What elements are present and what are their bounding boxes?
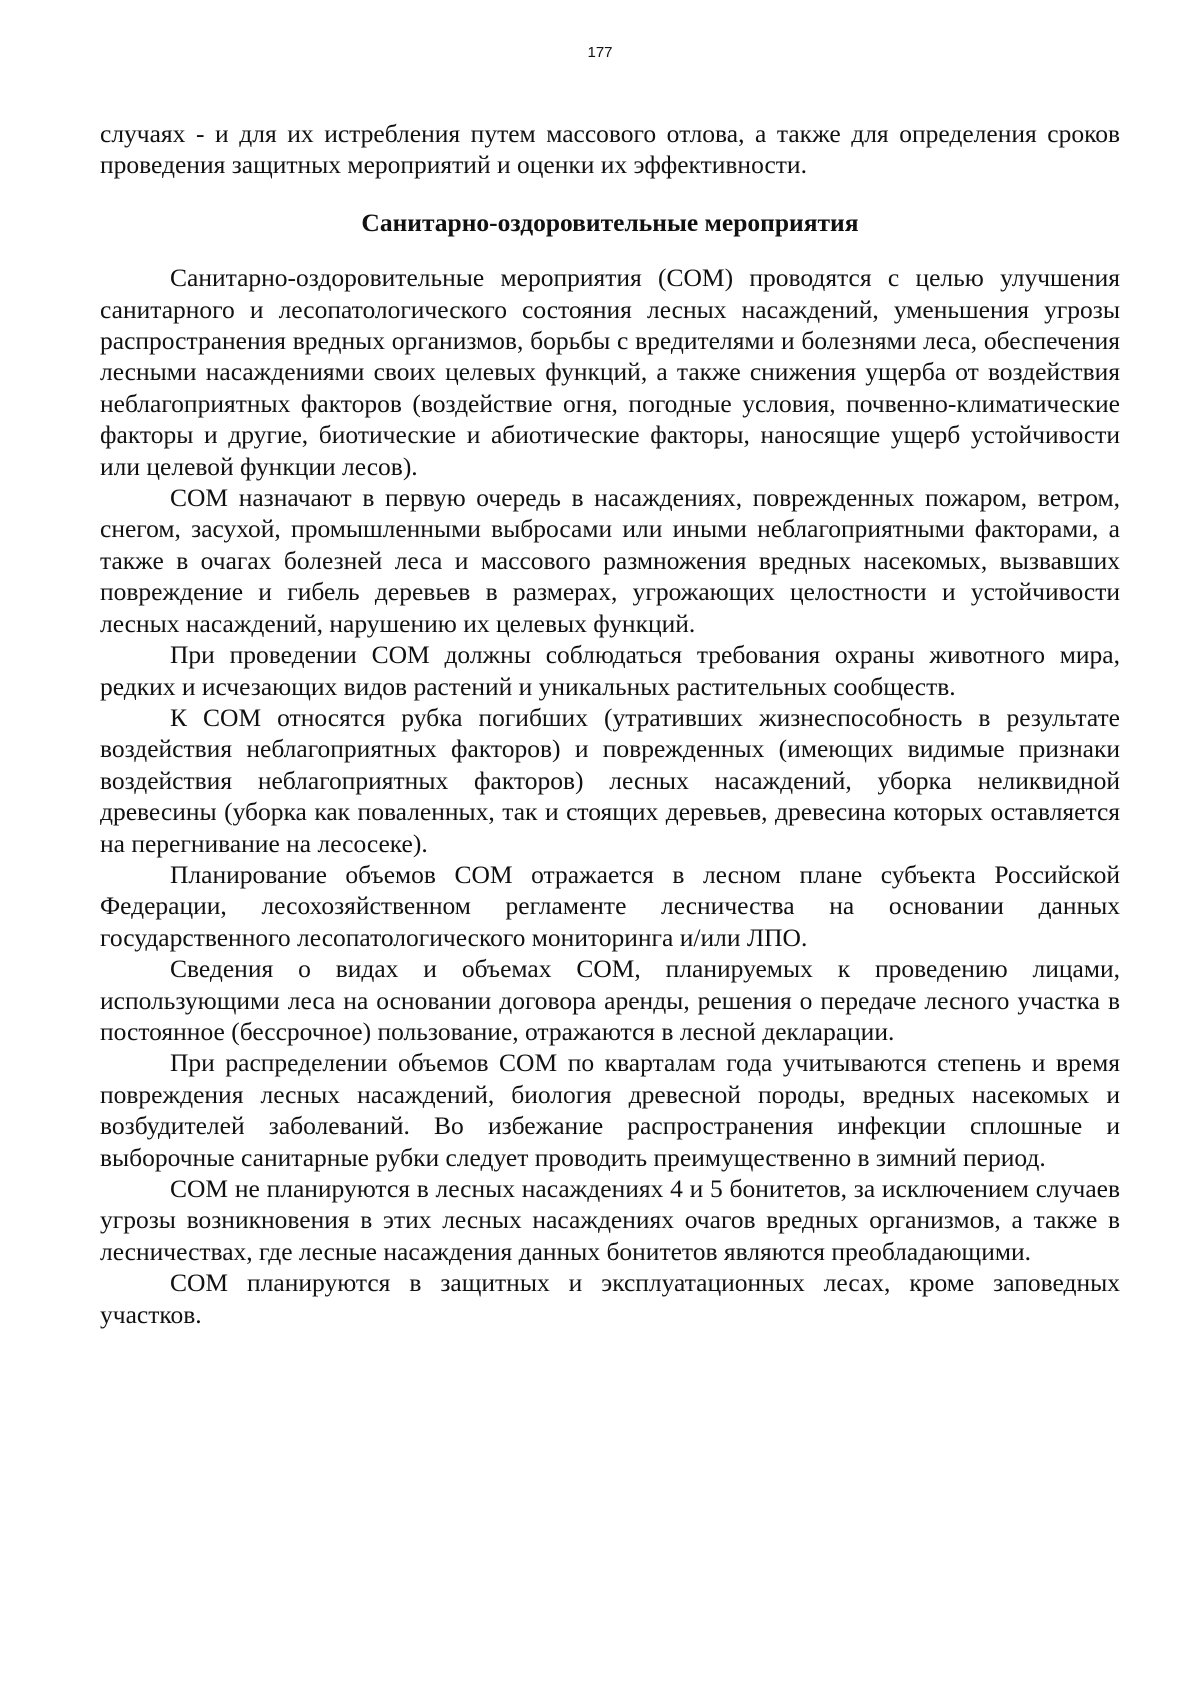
paragraph: Санитарно-оздоровительные мероприятия (СОМ) проводятся с целью улучшения санитарного и лесопатологического состояния лесных насаждений, уменьшения угрозы распространения вредных организмов, борьбы с вредителями и болезнями леса, обеспечения лесными насаждениями своих целевых функций, а также снижения ущерба от воздействия неблагоприятных факторов (воздействие огня, погодные условия, почвенно-климатические факторы и другие, биотические и абиотические факторы, наносящие ущерб устойчивости или целевой функции лесов). bbox=[100, 263, 1120, 481]
paragraph: СОМ планируются в защитных и эксплуатационных лесах, кроме заповедных участков. bbox=[100, 1268, 1120, 1329]
paragraph: К СОМ относятся рубка погибших (утративших жизнеспособность в результате воздействия неблагоприятных факторов) и поврежденных (имеющих видимые признаки воздействия неблагоприятных факторов) лесных насаждений, уборка неликвидной древесины (уборка как поваленных, так и стоящих деревьев, древесина которых оставляется на перегнивание на лесосеке). bbox=[100, 702, 1120, 858]
paragraph: Сведения о видах и объемах СОМ, планируемых к проведению лицами, использующими леса на основании договора аренды, решения о передаче лесного участка в постоянное (бессрочное) пользование, отражаются в лесной декларации. bbox=[100, 954, 1120, 1046]
intro-paragraph: случаях - и для их истребления путем массового отлова, а также для определения сроков проведения защитных мероприятий и оценки их эффективности. bbox=[100, 119, 1120, 180]
paragraph: При проведении СОМ должны соблюдаться требования охраны животного мира, редких и исчезающих видов растений и уникальных растительных сообществ. bbox=[100, 640, 1120, 701]
paragraph: При распределении объемов СОМ по кварталам года учитываются степень и время повреждения лесных насаждений, биология древесной породы, вредных насекомых и возбудителей заболеваний. Во избежание распространения инфекции сплошные и выборочные санитарные рубки следует проводить преимущественно в зимний период. bbox=[100, 1048, 1120, 1172]
page-number: 177 bbox=[587, 44, 613, 61]
section-title: Санитарно-оздоровительные мероприятия bbox=[361, 207, 859, 237]
paragraph: СОМ не планируются в лесных насаждениях 4 и 5 бонитетов, за исключением случаев угрозы возникновения в этих лесных насаждениях очагов вредных организмов, а также в лесничествах, где лесные насаждения данных бонитетов являются преобладающими. bbox=[100, 1174, 1120, 1266]
paragraph: СОМ назначают в первую очередь в насаждениях, поврежденных пожаром, ветром, снегом, засухой, промышленными выбросами или иными неблагоприятными факторами, а также в очагах болезней леса и массового размножения вредных насекомых, вызвавших повреждение и гибель деревьев в размерах, угрожающих целостности и устойчивости лесных насаждений, нарушению их целевых функций. bbox=[100, 483, 1120, 638]
page-content bbox=[100, 118, 1120, 1330]
paragraph: Планирование объемов СОМ отражается в лесном плане субъекта Российской Федерации, лесохозяйственном регламенте лесничества на основании данных государственного лесопатологического мониторинга и/или ЛПО. bbox=[100, 859, 1120, 952]
